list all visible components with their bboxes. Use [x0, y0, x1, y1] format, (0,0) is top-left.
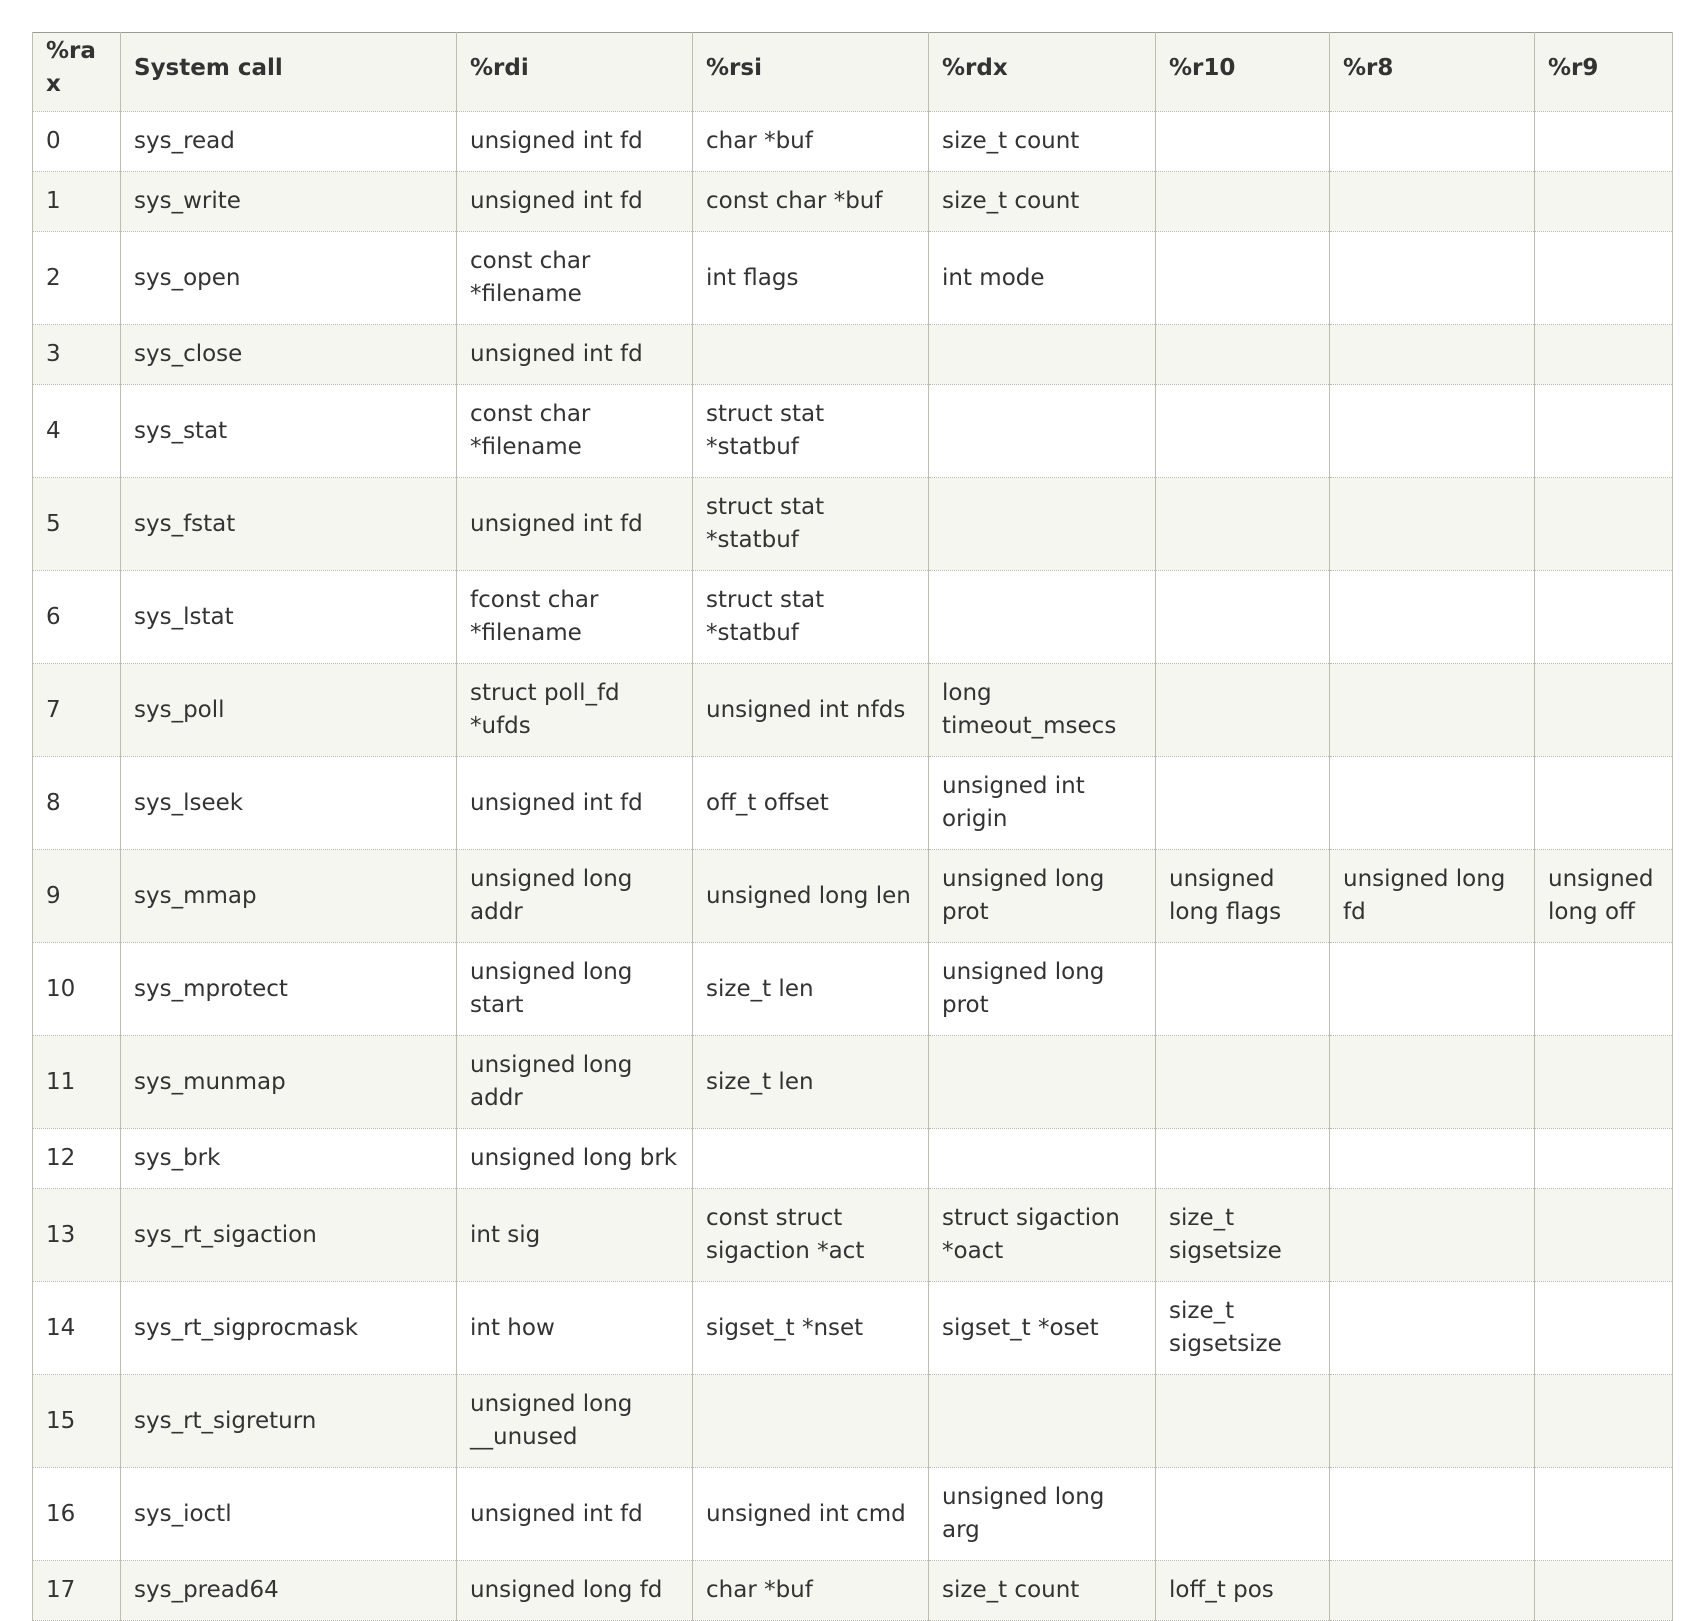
cell-r10: [1156, 325, 1330, 385]
cell-r8: [1330, 172, 1535, 232]
cell-rdi: fconst char *filename: [457, 571, 693, 664]
cell-r8: [1330, 1129, 1535, 1189]
cell-r10: [1156, 571, 1330, 664]
cell-system-call: sys_stat: [121, 385, 457, 478]
cell-system-call: sys_pread64: [121, 1561, 457, 1621]
cell-rsi: [693, 1129, 929, 1189]
cell-rax: 5: [33, 478, 121, 571]
table-row: [33, 1129, 1673, 1189]
cell-rax: 0: [33, 112, 121, 172]
cell-system-call: sys_read: [121, 112, 457, 172]
cell-rdi: unsigned int fd: [457, 112, 693, 172]
cell-rdi: unsigned long addr: [457, 1036, 693, 1129]
cell-r10: [1156, 1375, 1330, 1468]
cell-r10: [1156, 1468, 1330, 1561]
cell-rdi: int how: [457, 1282, 693, 1375]
cell-r10: [1156, 385, 1330, 478]
cell-system-call: sys_munmap: [121, 1036, 457, 1129]
cell-rax: 1: [33, 172, 121, 232]
cell-r9: [1535, 1129, 1673, 1189]
table-row: [33, 385, 1673, 478]
table-row: [33, 1561, 1673, 1621]
cell-rdi: unsigned long addr: [457, 850, 693, 943]
table-row: [33, 850, 1673, 943]
cell-rsi: struct stat *statbuf: [693, 478, 929, 571]
cell-r8: [1330, 385, 1535, 478]
cell-r10: size_t sigsetsize: [1156, 1282, 1330, 1375]
cell-r8: [1330, 112, 1535, 172]
cell-system-call: sys_lstat: [121, 571, 457, 664]
cell-r9: [1535, 172, 1673, 232]
cell-rax: 10: [33, 943, 121, 1036]
cell-rdi: unsigned int fd: [457, 1468, 693, 1561]
cell-rax: 17: [33, 1561, 121, 1621]
table-header: [33, 33, 1673, 112]
cell-rdi: unsigned long __unused: [457, 1375, 693, 1468]
cell-rsi: char *buf: [693, 1561, 929, 1621]
cell-rsi: char *buf: [693, 112, 929, 172]
cell-r9: [1535, 1375, 1673, 1468]
cell-r9: [1535, 232, 1673, 325]
table-row: [33, 478, 1673, 571]
cell-r10: [1156, 112, 1330, 172]
cell-rdx: [929, 385, 1156, 478]
cell-rax: 15: [33, 1375, 121, 1468]
cell-system-call: sys_rt_sigreturn: [121, 1375, 457, 1468]
header-rsi: %rsi: [693, 33, 929, 112]
cell-rdx: [929, 1036, 1156, 1129]
cell-rdi: unsigned int fd: [457, 757, 693, 850]
cell-r9: [1535, 1561, 1673, 1621]
cell-r9: [1535, 943, 1673, 1036]
cell-rdx: long timeout_msecs: [929, 664, 1156, 757]
cell-rdi: const char *filename: [457, 385, 693, 478]
cell-rsi: struct stat *statbuf: [693, 571, 929, 664]
table-row: [33, 232, 1673, 325]
cell-rdx: unsigned long prot: [929, 850, 1156, 943]
cell-rdx: int mode: [929, 232, 1156, 325]
cell-rsi: const struct sigaction *act: [693, 1189, 929, 1282]
cell-rsi: sigset_t *nset: [693, 1282, 929, 1375]
table-row: [33, 1189, 1673, 1282]
cell-r8: [1330, 1561, 1535, 1621]
table-row: [33, 571, 1673, 664]
table-row: [33, 757, 1673, 850]
cell-rdi: unsigned long fd: [457, 1561, 693, 1621]
cell-r10: [1156, 172, 1330, 232]
cell-rsi: [693, 1375, 929, 1468]
cell-r9: [1535, 478, 1673, 571]
cell-rdx: size_t count: [929, 172, 1156, 232]
cell-r8: [1330, 1468, 1535, 1561]
cell-rsi: unsigned int cmd: [693, 1468, 929, 1561]
cell-rax: 14: [33, 1282, 121, 1375]
cell-rdx: [929, 478, 1156, 571]
cell-rdx: struct sigaction *oact: [929, 1189, 1156, 1282]
table-row: [33, 664, 1673, 757]
cell-rsi: const char *buf: [693, 172, 929, 232]
table-row: [33, 325, 1673, 385]
cell-r10: [1156, 478, 1330, 571]
cell-rax: 16: [33, 1468, 121, 1561]
cell-system-call: sys_brk: [121, 1129, 457, 1189]
cell-r9: [1535, 325, 1673, 385]
cell-r9: [1535, 112, 1673, 172]
cell-r8: [1330, 325, 1535, 385]
cell-r10: unsigned long flags: [1156, 850, 1330, 943]
cell-rax: 7: [33, 664, 121, 757]
cell-r8: [1330, 232, 1535, 325]
cell-system-call: sys_rt_sigprocmask: [121, 1282, 457, 1375]
cell-rax: 8: [33, 757, 121, 850]
table-row: [33, 1468, 1673, 1561]
cell-rdi: struct poll_fd *ufds: [457, 664, 693, 757]
cell-r10: [1156, 1036, 1330, 1129]
cell-rsi: off_t offset: [693, 757, 929, 850]
cell-r8: [1330, 478, 1535, 571]
cell-system-call: sys_ioctl: [121, 1468, 457, 1561]
cell-rax: 13: [33, 1189, 121, 1282]
cell-rax: 12: [33, 1129, 121, 1189]
header-r8: %r8: [1330, 33, 1535, 112]
cell-rdi: unsigned int fd: [457, 478, 693, 571]
cell-system-call: sys_open: [121, 232, 457, 325]
cell-rdx: size_t count: [929, 112, 1156, 172]
syscall-table-container: [32, 32, 1672, 1621]
cell-r9: [1535, 1468, 1673, 1561]
cell-rdi: unsigned long start: [457, 943, 693, 1036]
cell-rdx: [929, 1375, 1156, 1468]
cell-r8: [1330, 1036, 1535, 1129]
cell-r10: size_t sigsetsize: [1156, 1189, 1330, 1282]
cell-rdx: [929, 325, 1156, 385]
cell-rdi: int sig: [457, 1189, 693, 1282]
cell-r9: [1535, 1189, 1673, 1282]
table-row: [33, 1036, 1673, 1129]
table-row: [33, 172, 1673, 232]
cell-rdi: const char *filename: [457, 232, 693, 325]
cell-r9: [1535, 664, 1673, 757]
cell-r8: [1330, 1189, 1535, 1282]
cell-system-call: sys_mprotect: [121, 943, 457, 1036]
cell-system-call: sys_lseek: [121, 757, 457, 850]
cell-rdx: unsigned int origin: [929, 757, 1156, 850]
cell-system-call: sys_fstat: [121, 478, 457, 571]
cell-r10: [1156, 1129, 1330, 1189]
cell-r10: [1156, 757, 1330, 850]
cell-rdx: [929, 571, 1156, 664]
table-body: [33, 112, 1673, 1621]
cell-rsi: size_t len: [693, 943, 929, 1036]
header-rax: %rax: [33, 33, 121, 112]
cell-system-call: sys_mmap: [121, 850, 457, 943]
cell-r9: [1535, 571, 1673, 664]
table-row: [33, 943, 1673, 1036]
cell-r10: [1156, 943, 1330, 1036]
cell-rsi: struct stat *statbuf: [693, 385, 929, 478]
cell-r10: [1156, 664, 1330, 757]
cell-r8: unsigned long fd: [1330, 850, 1535, 943]
cell-rdi: unsigned int fd: [457, 172, 693, 232]
cell-r10: loff_t pos: [1156, 1561, 1330, 1621]
cell-r10: [1156, 232, 1330, 325]
header-system-call: System call: [121, 33, 457, 112]
cell-rdx: [929, 1129, 1156, 1189]
cell-r9: [1535, 1282, 1673, 1375]
cell-rdx: size_t count: [929, 1561, 1156, 1621]
cell-r8: [1330, 1375, 1535, 1468]
cell-rsi: size_t len: [693, 1036, 929, 1129]
cell-rax: 9: [33, 850, 121, 943]
cell-rsi: unsigned int nfds: [693, 664, 929, 757]
cell-rax: 11: [33, 1036, 121, 1129]
table-row: [33, 1375, 1673, 1468]
cell-rdx: sigset_t *oset: [929, 1282, 1156, 1375]
header-r10: %r10: [1156, 33, 1330, 112]
cell-rdi: unsigned long brk: [457, 1129, 693, 1189]
table-row: [33, 112, 1673, 172]
cell-r8: [1330, 1282, 1535, 1375]
cell-rdx: unsigned long arg: [929, 1468, 1156, 1561]
cell-rax: 2: [33, 232, 121, 325]
cell-rax: 3: [33, 325, 121, 385]
cell-rax: 6: [33, 571, 121, 664]
cell-rsi: int flags: [693, 232, 929, 325]
cell-rsi: unsigned long len: [693, 850, 929, 943]
header-r9: %r9: [1535, 33, 1673, 112]
cell-rsi: [693, 325, 929, 385]
cell-r8: [1330, 571, 1535, 664]
cell-rdx: unsigned long prot: [929, 943, 1156, 1036]
syscall-table: [32, 32, 1673, 1621]
cell-r8: [1330, 757, 1535, 850]
cell-r8: [1330, 664, 1535, 757]
cell-r8: [1330, 943, 1535, 1036]
header-rdi: %rdi: [457, 33, 693, 112]
cell-r9: [1535, 757, 1673, 850]
cell-system-call: sys_rt_sigaction: [121, 1189, 457, 1282]
cell-system-call: sys_write: [121, 172, 457, 232]
cell-rax: 4: [33, 385, 121, 478]
cell-rdi: unsigned int fd: [457, 325, 693, 385]
cell-r9: unsigned long off: [1535, 850, 1673, 943]
cell-r9: [1535, 1036, 1673, 1129]
cell-r9: [1535, 385, 1673, 478]
cell-system-call: sys_close: [121, 325, 457, 385]
cell-system-call: sys_poll: [121, 664, 457, 757]
header-row: [33, 33, 1673, 112]
header-rdx: %rdx: [929, 33, 1156, 112]
table-row: [33, 1282, 1673, 1375]
